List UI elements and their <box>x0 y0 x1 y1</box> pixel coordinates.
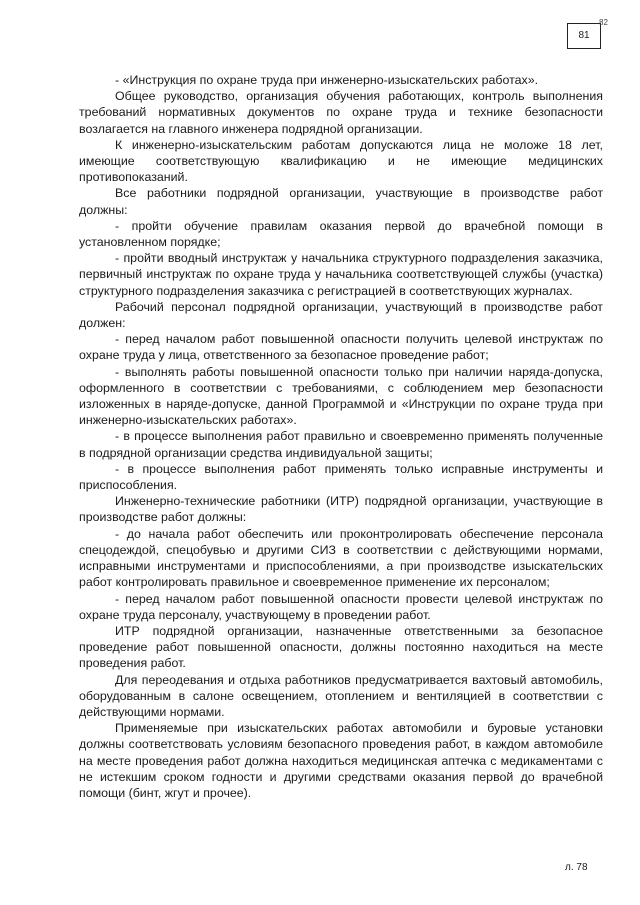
paragraph: Общее руководство, организация обучения работающих, контроль выполнения требований нормативных документов по охране труда и технике безопасности возлагается на главного инженера подрядной организации. <box>79 89 603 136</box>
paragraph: - перед началом работ повышенной опасности провести целевой инструктаж по охране труда персоналу, участвующему в проведении работ. <box>79 591 603 622</box>
paragraph: - в процессе выполнения работ правильно и своевременно применять полученные в подрядной организации средства индивидуальной защиты; <box>79 429 603 460</box>
paragraph: - в процессе выполнения работ применять только исправные инструменты и приспособления. <box>79 461 603 493</box>
paragraph: - пройти обучение правилам оказания первой до врачебной помощи в установленном порядке; <box>79 218 603 250</box>
sheet-number: л. 78 <box>565 862 588 873</box>
paragraph: Рабочий персонал подрядной организации, участвующий в производстве работ должен: <box>79 299 603 331</box>
paragraph: - пройти вводный инструктаж у начальника структурного подразделения заказчика, первичный инструктаж по охране труда у начальника соответствующей службы (участка) структурного подразделения заказчика с регистрацией в соответствующих журналах. <box>79 251 603 298</box>
paragraph: Инженерно-технические работники (ИТР) подрядной организации, участвующие в производстве работ должны: <box>79 494 603 525</box>
paragraph: - перед началом работ повышенной опасности получить целевой инструктаж по охране труда у лица, ответственного за безопасное проведение работ; <box>79 332 603 363</box>
paragraph: Применяемые при изыскательских работах автомобили и буровые установки должны соответствовать условиям безопасного проведения работ, в каждом автомобиле на месте проведения работ должна находиться медицинская аптечка с медикаментами с не истекшим сроком годности и другими средствами оказания первой до врачебной помощи (бинт, жгут и прочее). <box>79 721 603 800</box>
page-number-secondary: 82 <box>599 18 608 27</box>
paragraph: Все работники подрядной организации, участвующие в производстве работ должны: <box>79 186 603 217</box>
paragraph: - до начала работ обеспечить или проконтролировать обеспечение персонала спецодеждой, спецобувью и другими СИЗ в соответствии с действующими нормами, исправными инструментами и приспособлениями, а при производстве изыскательских работ контролировать правильное и своевременное применение их персоналом; <box>79 526 603 590</box>
paragraph: ИТР подрядной организации, назначенные ответственными за безопасное проведение работ повышенной опасности, должны постоянно находиться на месте проведения работ. <box>79 623 603 671</box>
paragraph: - «Инструкция по охране труда при инженерно-изыскательских работах». <box>115 73 539 87</box>
paragraph: - выполнять работы повышенной опасности только при наличии наряда-допуска, оформленного в соответствии с требованиями, с соблюдением мер безопасности изложенных в наряде-допуске, данной Программой и «Инструкции по охране труда при инженерно-изыскательских работах». <box>79 364 603 428</box>
paragraph: К инженерно-изыскательским работам допускаются лица не моложе 18 лет, имеющие соответствующую квалификацию и не имеющие медицинских противопоказаний. <box>79 137 603 185</box>
page-number-box: 81 <box>567 23 601 49</box>
paragraph: Для переодевания и отдыха работников предусматривается вахтовый автомобиль, оборудованным в салоне освещением, отоплением и вентиляцией в соответствии с действующими нормами. <box>79 672 603 719</box>
document-body <box>79 72 603 801</box>
